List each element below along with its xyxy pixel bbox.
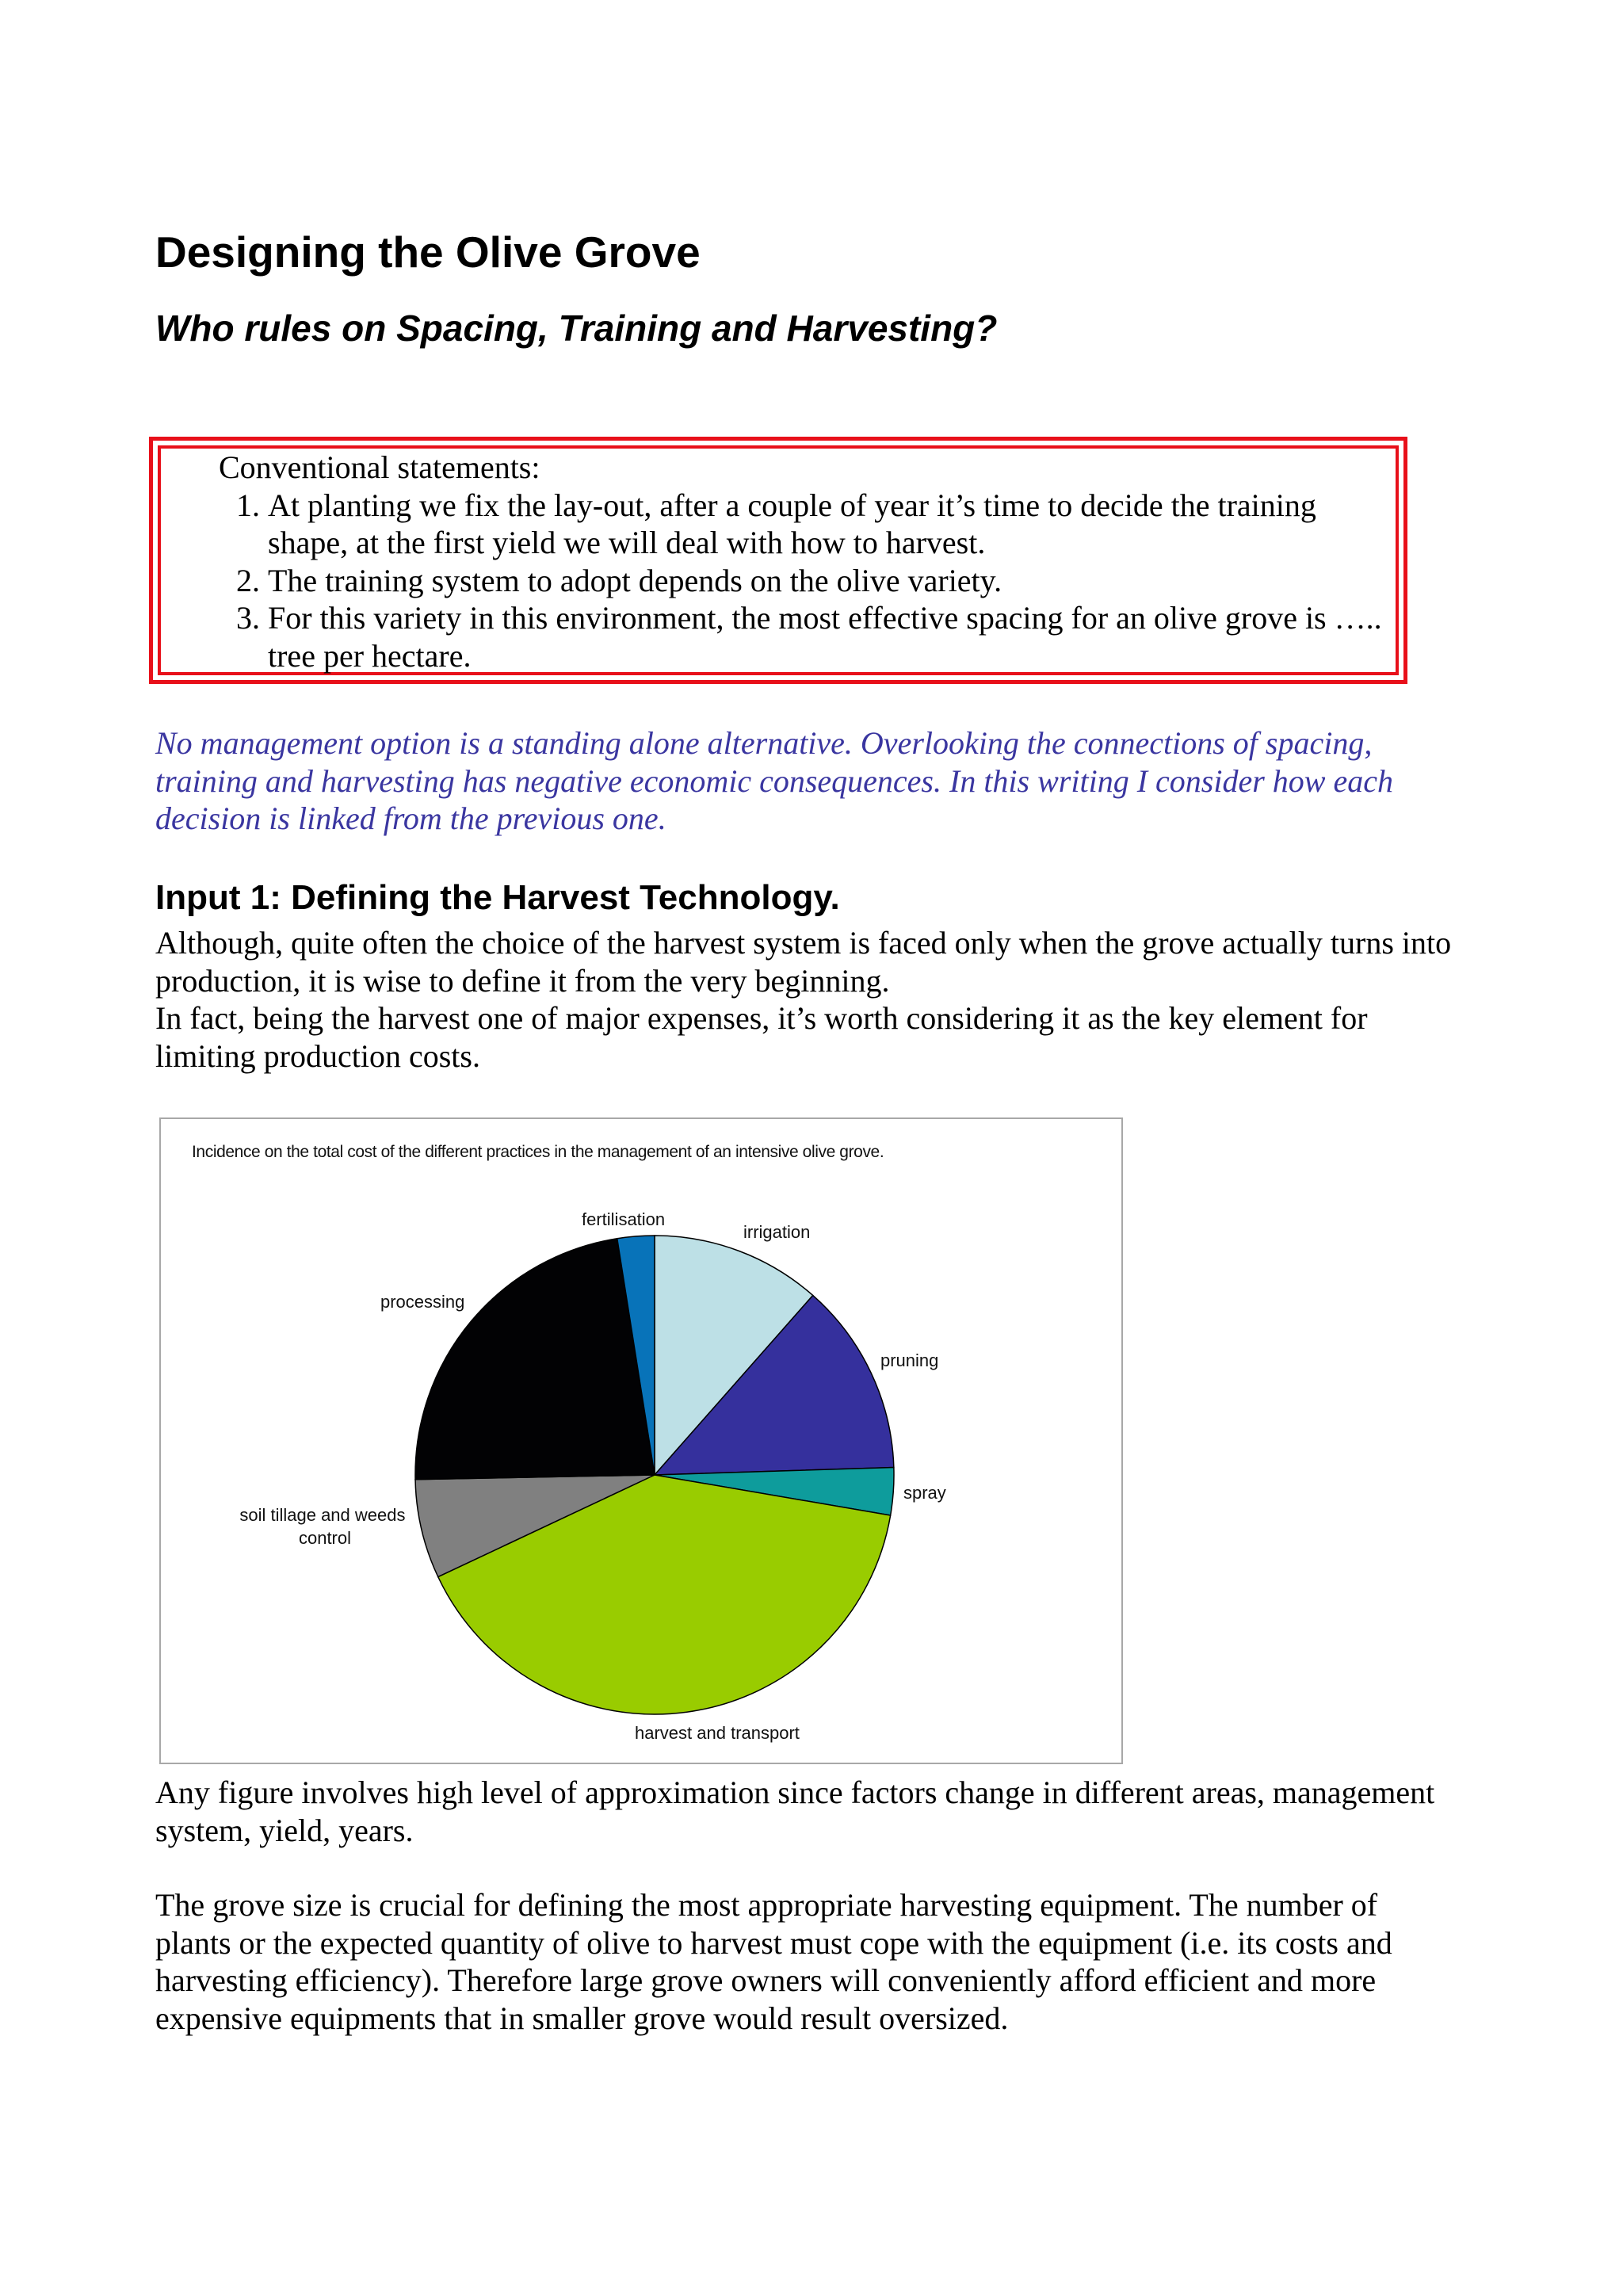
slice-label-fertilisation: fertilisation bbox=[582, 1209, 666, 1229]
list-item: 3. For this variety in this environment, the most effective spacing for an olive grove is ….. tree per hectare. bbox=[268, 599, 1384, 674]
page-subtitle: Who rules on Spacing, Training and Harvesting? bbox=[155, 308, 998, 349]
list-item: 2. The training system to adopt depends on the olive variety. bbox=[268, 562, 1384, 600]
slice-label-soil-tillage bbox=[239, 1505, 410, 1548]
chart-title: Incidence on the total cost of the different practices in the management of an intensive olive grove. bbox=[192, 1143, 884, 1161]
slice-label-spray: spray bbox=[903, 1483, 946, 1503]
slice-label-pruning: pruning bbox=[880, 1350, 939, 1370]
paragraph-1: Although, quite often the choice of the harvest system is faced only when the grove actually turns into production, it is wise to define it from the very beginning. bbox=[155, 925, 1452, 999]
statements-list bbox=[219, 487, 1384, 675]
paragraph-4: The grove size is crucial for defining the most appropriate harvesting equipment. The number of plants or the expected quantity of olive to harvest must cope with the equipment (i.e. its costs and harvesting efficiency). Therefore large grove owners will conveniently afford efficient and more expensive equipments that in smaller grove would result oversized. bbox=[155, 1887, 1392, 2036]
page-title: Designing the Olive Grove bbox=[155, 227, 701, 277]
section-title: Input 1: Defining the Harvest Technology. bbox=[155, 878, 840, 917]
pie-slice-processing bbox=[415, 1239, 655, 1480]
slice-label-harvest: harvest and transport bbox=[635, 1723, 800, 1743]
intro-paragraph: No management option is a standing alone alternative. Overlooking the connections of spacing, training and harvesting has negative economic consequences. In this writing I consider how each decision is linked from the previous one. bbox=[155, 725, 1393, 836]
conventional-statements bbox=[219, 449, 1384, 674]
soil-label-line-2: control bbox=[298, 1528, 352, 1548]
box-heading: Conventional statements: bbox=[219, 449, 540, 485]
slice-label-irrigation: irrigation bbox=[743, 1222, 811, 1242]
slice-label-processing: processing bbox=[380, 1292, 465, 1312]
pie-chart bbox=[161, 1119, 1121, 1763]
paragraph-3: Any figure involves high level of approximation since factors change in different areas, management system, yield, years. bbox=[155, 1775, 1435, 1848]
paragraph-2: In fact, being the harvest one of major expenses, it’s worth considering it as the key element for limiting production costs. bbox=[155, 1000, 1368, 1074]
list-item: 1. At planting we fix the lay-out, after a couple of year it’s time to decide the training shape, at the first yield we will deal with how to harvest. bbox=[268, 487, 1384, 562]
soil-label-line-1: soil tillage and weeds bbox=[239, 1505, 406, 1525]
pie-chart-frame bbox=[159, 1117, 1123, 1764]
